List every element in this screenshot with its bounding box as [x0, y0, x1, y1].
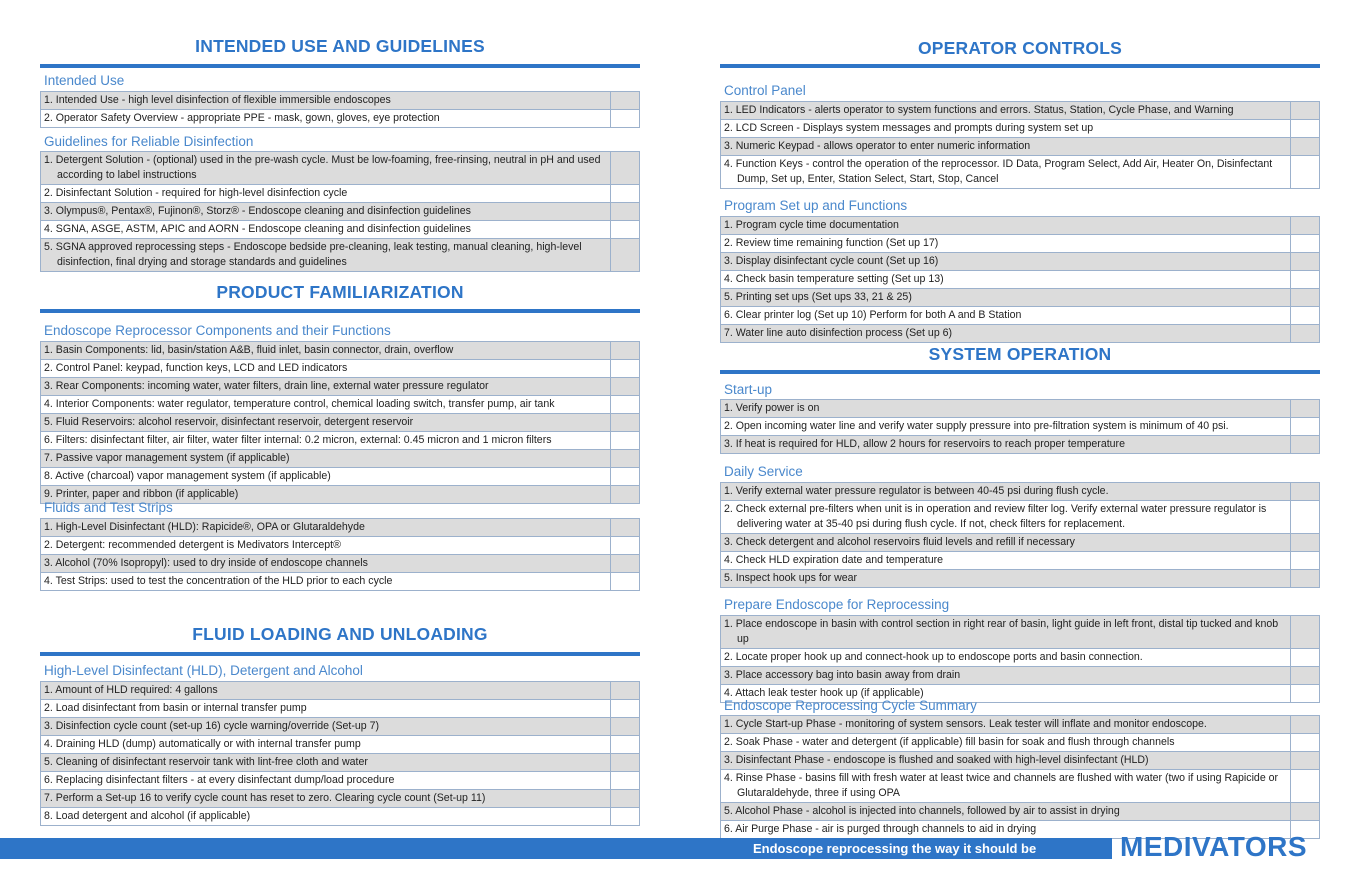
subtitle-cycle: Endoscope Reprocessing Cycle Summary: [724, 698, 977, 713]
checkbox-cell[interactable]: [610, 468, 639, 485]
checklist-row: [41, 220, 639, 238]
checklist-row: [41, 735, 639, 753]
checkbox-cell[interactable]: [610, 808, 639, 825]
checklist-row: [721, 648, 1319, 666]
checklist-item-text: 4. Interior Components: water regulator, temperature control, chemical loading switch, transfer pump, air tank: [44, 398, 555, 410]
checkbox-cell[interactable]: [610, 239, 639, 271]
checkbox-cell[interactable]: [610, 152, 639, 184]
checkbox-cell[interactable]: [1290, 734, 1319, 751]
checklist-item-text: 5. Inspect hook ups for wear: [724, 572, 858, 584]
checkbox-cell[interactable]: [610, 432, 639, 449]
checkbox-cell[interactable]: [610, 573, 639, 590]
checklist-row: [721, 155, 1319, 188]
checklist-startup: [720, 399, 1320, 454]
checklist-row: [41, 413, 639, 431]
checklist-item-text: 1. Basin Components: lid, basin/station A&B, fluid inlet, basin connector, drain, overflow: [44, 344, 454, 356]
checkbox-cell[interactable]: [1290, 235, 1319, 252]
checklist-item-text: 2. LCD Screen - Displays system messages and prompts during system set up: [724, 122, 1094, 134]
checklist-row: [721, 417, 1319, 435]
checklist-item-text: 8. Active (charcoal) vapor management system (if applicable): [44, 470, 331, 482]
checkbox-cell[interactable]: [1290, 685, 1319, 702]
checklist-row: [721, 217, 1319, 234]
checklist-row: [41, 807, 639, 825]
checklist-row: [721, 666, 1319, 684]
checklist-row: [721, 733, 1319, 751]
checkbox-cell[interactable]: [1290, 436, 1319, 453]
checkbox-cell[interactable]: [610, 736, 639, 753]
checkbox-cell[interactable]: [1290, 803, 1319, 820]
checklist-row: [721, 435, 1319, 453]
checklist-row: [41, 377, 639, 395]
checklist-item-text: 3. Display disinfectant cycle count (Set up 16): [724, 255, 939, 267]
checklist-item-text: 1. Verify power is on: [724, 402, 820, 414]
checkbox-cell[interactable]: [1290, 156, 1319, 188]
checkbox-cell[interactable]: [1290, 138, 1319, 155]
checklist-guidelines: [40, 151, 640, 272]
checklist-item-text: 1. Place endoscope in basin with control section in right rear of basin, light guide in left front, distal tip tucked and knob up: [724, 618, 1279, 645]
checklist-hld: [40, 681, 640, 826]
checklist-item-text: 4. Function Keys - control the operation of the reprocessor. ID Data, Program Select, Add Air, Heater On, Disinfectant Dump, Set up, Enter, Station Select, Start, Stop, Cancel: [724, 158, 1273, 185]
checkbox-cell[interactable]: [610, 718, 639, 735]
checklist-row: [41, 467, 639, 485]
checklist-item-text: 1. High-Level Disinfectant (HLD): Rapicide®, OPA or Glutaraldehyde: [44, 521, 365, 533]
checklist-item-text: 3. If heat is required for HLD, allow 2 hours for reservoirs to reach proper temperature: [724, 438, 1125, 450]
checklist-row: [721, 533, 1319, 551]
title-rule: [40, 652, 640, 656]
checklist-program: [720, 216, 1320, 343]
checkbox-cell[interactable]: [1290, 289, 1319, 306]
checklist-row: [41, 395, 639, 413]
checkbox-cell[interactable]: [610, 537, 639, 554]
checklist-row: [41, 342, 639, 359]
checklist-item-text: 5. Alcohol Phase - alcohol is injected into channels, followed by air to assist in drying: [724, 805, 1120, 817]
checklist-row: [721, 288, 1319, 306]
checklist-row: [721, 616, 1319, 648]
checkbox-cell[interactable]: [1290, 217, 1319, 234]
section-title-operator: OPERATOR CONTROLS: [917, 38, 1122, 58]
checklist-item-text: 6. Clear printer log (Set up 10) Perform for both A and B Station: [724, 309, 1022, 321]
checklist-item-text: 5. SGNA approved reprocessing steps - Endoscope bedside pre-cleaning, leak testing, manual cleaning, high-level disinfection, final drying and storage standards and guidelines: [44, 241, 582, 268]
checkbox-cell[interactable]: [610, 203, 639, 220]
checklist-item-text: 2. Control Panel: keypad, function keys, LCD and LED indicators: [44, 362, 348, 374]
checkbox-cell[interactable]: [610, 378, 639, 395]
subtitle-program: Program Set up and Functions: [724, 198, 908, 213]
checklist-row: [721, 716, 1319, 733]
checklist-row: [41, 682, 639, 699]
checkbox-cell[interactable]: [1290, 752, 1319, 769]
subtitle-fluids: Fluids and Test Strips: [44, 500, 173, 515]
checklist-row: [41, 449, 639, 467]
checklist-item-text: 4. Check HLD expiration date and temperature: [724, 554, 944, 566]
checklist-fluids: [40, 518, 640, 591]
checklist-row: [721, 234, 1319, 252]
checklist-item-text: 6. Filters: disinfectant filter, air filter, water filter internal: 0.2 micron, external: 0.45 micron and 1 micron filters: [44, 434, 552, 446]
checkbox-cell[interactable]: [1290, 400, 1319, 417]
subtitle-startup: Start-up: [724, 382, 773, 397]
checklist-item-text: 7. Water line auto disinfection process (Set up 6): [724, 327, 953, 339]
checkbox-cell[interactable]: [610, 342, 639, 359]
checklist-item-text: 7. Passive vapor management system (if applicable): [44, 452, 290, 464]
brand-logo: MEDIVATORS: [1120, 831, 1308, 862]
checkbox-cell[interactable]: [610, 486, 639, 503]
checkbox-cell[interactable]: [610, 396, 639, 413]
checklist-item-text: 8. Load detergent and alcohol (if applicable): [44, 810, 251, 822]
checkbox-cell[interactable]: [1290, 534, 1319, 551]
checkbox-cell[interactable]: [1290, 271, 1319, 288]
checkbox-cell[interactable]: [610, 790, 639, 807]
checkbox-cell[interactable]: [610, 519, 639, 536]
subtitle-control-panel: Control Panel: [724, 83, 806, 98]
checkbox-cell[interactable]: [1290, 325, 1319, 342]
title-rule: [40, 309, 640, 313]
checklist-item-text: 5. Fluid Reservoirs: alcohol reservoir, disinfectant reservoir, detergent reservoir: [44, 416, 414, 428]
checklist-item-text: 4. Test Strips: used to test the concentration of the HLD prior to each cycle: [44, 575, 393, 587]
checklist-intended-use: [40, 91, 640, 128]
checklist-item-text: 1. Amount of HLD required: 4 gallons: [44, 684, 218, 696]
checklist-row: [41, 431, 639, 449]
checklist-row: [41, 771, 639, 789]
checklist-row: [41, 152, 639, 184]
checklist-row: [41, 753, 639, 771]
checklist-row: [721, 751, 1319, 769]
checklist-item-text: 1. Intended Use - high level disinfection of flexible immersible endoscopes: [44, 94, 391, 106]
checklist-item-text: 1. Program cycle time documentation: [724, 219, 899, 231]
checkbox-cell[interactable]: [610, 360, 639, 377]
checklist-prepare: [720, 615, 1320, 703]
checklist-item-text: 1. Verify external water pressure regulator is between 40-45 psi during flush cycle.: [724, 485, 1109, 497]
checklist-row: [41, 554, 639, 572]
subtitle-hld: High-Level Disinfectant (HLD), Detergent and Alcohol: [44, 663, 363, 678]
checkbox-cell[interactable]: [1290, 770, 1319, 802]
section-title-intended-use: INTENDED USE AND GUIDELINES: [195, 36, 485, 56]
checklist-item-text: 4. Attach leak tester hook up (if applicable): [724, 687, 924, 699]
title-rule: [720, 64, 1320, 68]
checkbox-cell[interactable]: [610, 450, 639, 467]
checkbox-cell[interactable]: [1290, 501, 1319, 533]
checklist-row: [41, 717, 639, 735]
checklist-item-text: 4. SGNA, ASGE, ASTM, APIC and AORN - Endoscope cleaning and disinfection guidelines: [44, 223, 471, 235]
checklist-row: [41, 184, 639, 202]
checklist-row: [721, 400, 1319, 417]
checklist-item-text: 2. Locate proper hook up and connect-hook up to endoscope ports and basin connection.: [724, 651, 1143, 663]
checklist-item-text: 3. Disinfection cycle count (set-up 16) cycle warning/override (Set-up 7): [44, 720, 380, 732]
checklist-row: [41, 202, 639, 220]
checklist-item-text: 5. Printing set ups (Set ups 33, 21 & 25): [724, 291, 912, 303]
checklist-row: [41, 789, 639, 807]
checklist-row: [721, 802, 1319, 820]
checkbox-cell[interactable]: [610, 110, 639, 127]
section-title-fluid-loading: FLUID LOADING AND UNLOADING: [192, 624, 488, 644]
checklist-item-text: 3. Alcohol (70% Isopropyl): used to dry inside of endoscope channels: [44, 557, 368, 569]
checklist-item-text: 3. Rear Components: incoming water, water filters, drain line, external water pressure regulator: [44, 380, 489, 392]
checkbox-cell[interactable]: [1290, 120, 1319, 137]
checklist-item-text: 2. Load disinfectant from basin or internal transfer pump: [44, 702, 307, 714]
checklist-row: [41, 359, 639, 377]
checklist-item-text: 2. Check external pre-filters when unit is in operation and review filter log. Verify external water pressure regulator is delivering water at 35-40 psi during flush cycle. If not, check filters for replacement.: [724, 503, 1267, 530]
checklist-row: [721, 324, 1319, 342]
checkbox-cell[interactable]: [610, 92, 639, 109]
checkbox-cell[interactable]: [610, 682, 639, 699]
checkbox-cell[interactable]: [1290, 616, 1319, 648]
checkbox-cell[interactable]: [1290, 307, 1319, 324]
checklist-item-text: 2. Soak Phase - water and detergent (if applicable) fill basin for soak and flush through channels: [724, 736, 1175, 748]
checklist-item-text: 6. Air Purge Phase - air is purged through channels to aid in drying: [724, 823, 1037, 835]
checklist-row: [721, 500, 1319, 533]
checkbox-cell[interactable]: [610, 772, 639, 789]
checklist-row: [721, 102, 1319, 119]
checklist-item-text: 2. Disinfectant Solution - required for high-level disinfection cycle: [44, 187, 348, 199]
checkbox-cell[interactable]: [1290, 102, 1319, 119]
checklist-row: [41, 536, 639, 554]
subtitle-components: Endoscope Reprocessor Components and their Functions: [44, 323, 391, 338]
subtitle-daily: Daily Service: [724, 464, 803, 479]
checklist-row: [41, 699, 639, 717]
title-rule: [40, 64, 640, 68]
checklist-row: [721, 137, 1319, 155]
checklist-item-text: 2. Review time remaining function (Set up 17): [724, 237, 939, 249]
checklist-item-text: 6. Replacing disinfectant filters - at every disinfectant dump/load procedure: [44, 774, 395, 786]
section-title-system: SYSTEM OPERATION: [928, 344, 1112, 364]
checklist-row: [721, 769, 1319, 802]
checklist-item-text: 4. Check basin temperature setting (Set up 13): [724, 273, 944, 285]
checklist-control-panel: [720, 101, 1320, 189]
checklist-components: [40, 341, 640, 504]
checklist-row: [721, 270, 1319, 288]
checklist-row: [41, 519, 639, 536]
checkbox-cell[interactable]: [1290, 552, 1319, 569]
checklist-item-text: 2. Detergent: recommended detergent is Medivators Intercept®: [44, 539, 341, 551]
checklist-row: [721, 119, 1319, 137]
checklist-row: [41, 109, 639, 127]
checkbox-cell[interactable]: [610, 700, 639, 717]
subtitle-guidelines: Guidelines for Reliable Disinfection: [44, 134, 254, 149]
checklist-row: [721, 551, 1319, 569]
checklist-item-text: 5. Cleaning of disinfectant reservoir tank with lint-free cloth and water: [44, 756, 368, 768]
checklist-item-text: 4. Draining HLD (dump) automatically or with internal transfer pump: [44, 738, 361, 750]
checklist-item-text: 7. Perform a Set-up 16 to verify cycle count has reset to zero. Clearing cycle count (Set-up 11): [44, 792, 486, 804]
checkbox-cell[interactable]: [1290, 253, 1319, 270]
checklist-item-text: 3. Disinfectant Phase - endoscope is flushed and soaked with high-level disinfectant (HLD): [724, 754, 1149, 766]
checklist-row: [721, 306, 1319, 324]
checklist-cycle: [720, 715, 1320, 839]
checklist-row: [721, 252, 1319, 270]
checkbox-cell[interactable]: [1290, 716, 1319, 733]
checklist-item-text: 1. Detergent Solution - (optional) used in the pre-wash cycle. Must be low-foaming, free-rinsing, neutral in pH and used according to label instructions: [44, 154, 601, 181]
checklist-row: [41, 92, 639, 109]
subtitle-prepare: Prepare Endoscope for Reprocessing: [724, 597, 950, 612]
checkbox-cell[interactable]: [610, 414, 639, 431]
checkbox-cell[interactable]: [610, 555, 639, 572]
checkbox-cell[interactable]: [1290, 570, 1319, 587]
footer-tagline: Endoscope reprocessing the way it should be: [753, 841, 1037, 856]
checklist-row: [721, 483, 1319, 500]
checklist-item-text: 4. Rinse Phase - basins fill with fresh water at least twice and channels are flushed with water (two if using Rapicide or Glutaraldehyde, three if using OPA: [724, 772, 1279, 799]
checklist-item-text: 1. LED Indicators - alerts operator to system functions and errors. Status, Station, Cycle Phase, and Warning: [724, 104, 1234, 116]
checkbox-cell[interactable]: [1290, 667, 1319, 684]
checklist-row: [41, 238, 639, 271]
checklist-item-text: 3. Place accessory bag into basin away from drain: [724, 669, 961, 681]
checkbox-cell[interactable]: [610, 185, 639, 202]
checkbox-cell[interactable]: [1290, 649, 1319, 666]
checklist-item-text: 9. Printer, paper and ribbon (if applicable): [44, 488, 239, 500]
checklist-item-text: 3. Olympus®, Pentax®, Fujinon®, Storz® - Endoscope cleaning and disinfection guidelines: [44, 205, 471, 217]
checklist-item-text: 1. Cycle Start-up Phase - monitoring of system sensors. Leak tester will inflate and monitor endoscope.: [724, 718, 1207, 730]
checklist-item-text: 2. Operator Safety Overview - appropriate PPE - mask, gown, gloves, eye protection: [44, 112, 440, 124]
title-rule: [720, 370, 1320, 374]
checkbox-cell[interactable]: [1290, 418, 1319, 435]
checklist-item-text: 3. Numeric Keypad - allows operator to enter numeric information: [724, 140, 1031, 152]
checklist-item-text: 2. Open incoming water line and verify water supply pressure into pre-filtration system is minimum of 40 psi.: [724, 420, 1229, 432]
checkbox-cell[interactable]: [610, 221, 639, 238]
checklist-daily: [720, 482, 1320, 588]
subtitle-intended-use: Intended Use: [44, 73, 125, 88]
checkbox-cell[interactable]: [610, 754, 639, 771]
checkbox-cell[interactable]: [1290, 483, 1319, 500]
section-title-product: PRODUCT FAMILIARIZATION: [216, 282, 464, 302]
checklist-row: [41, 572, 639, 590]
checklist-row: [721, 569, 1319, 587]
checklist-item-text: 3. Check detergent and alcohol reservoirs fluid levels and refill if necessary: [724, 536, 1075, 548]
